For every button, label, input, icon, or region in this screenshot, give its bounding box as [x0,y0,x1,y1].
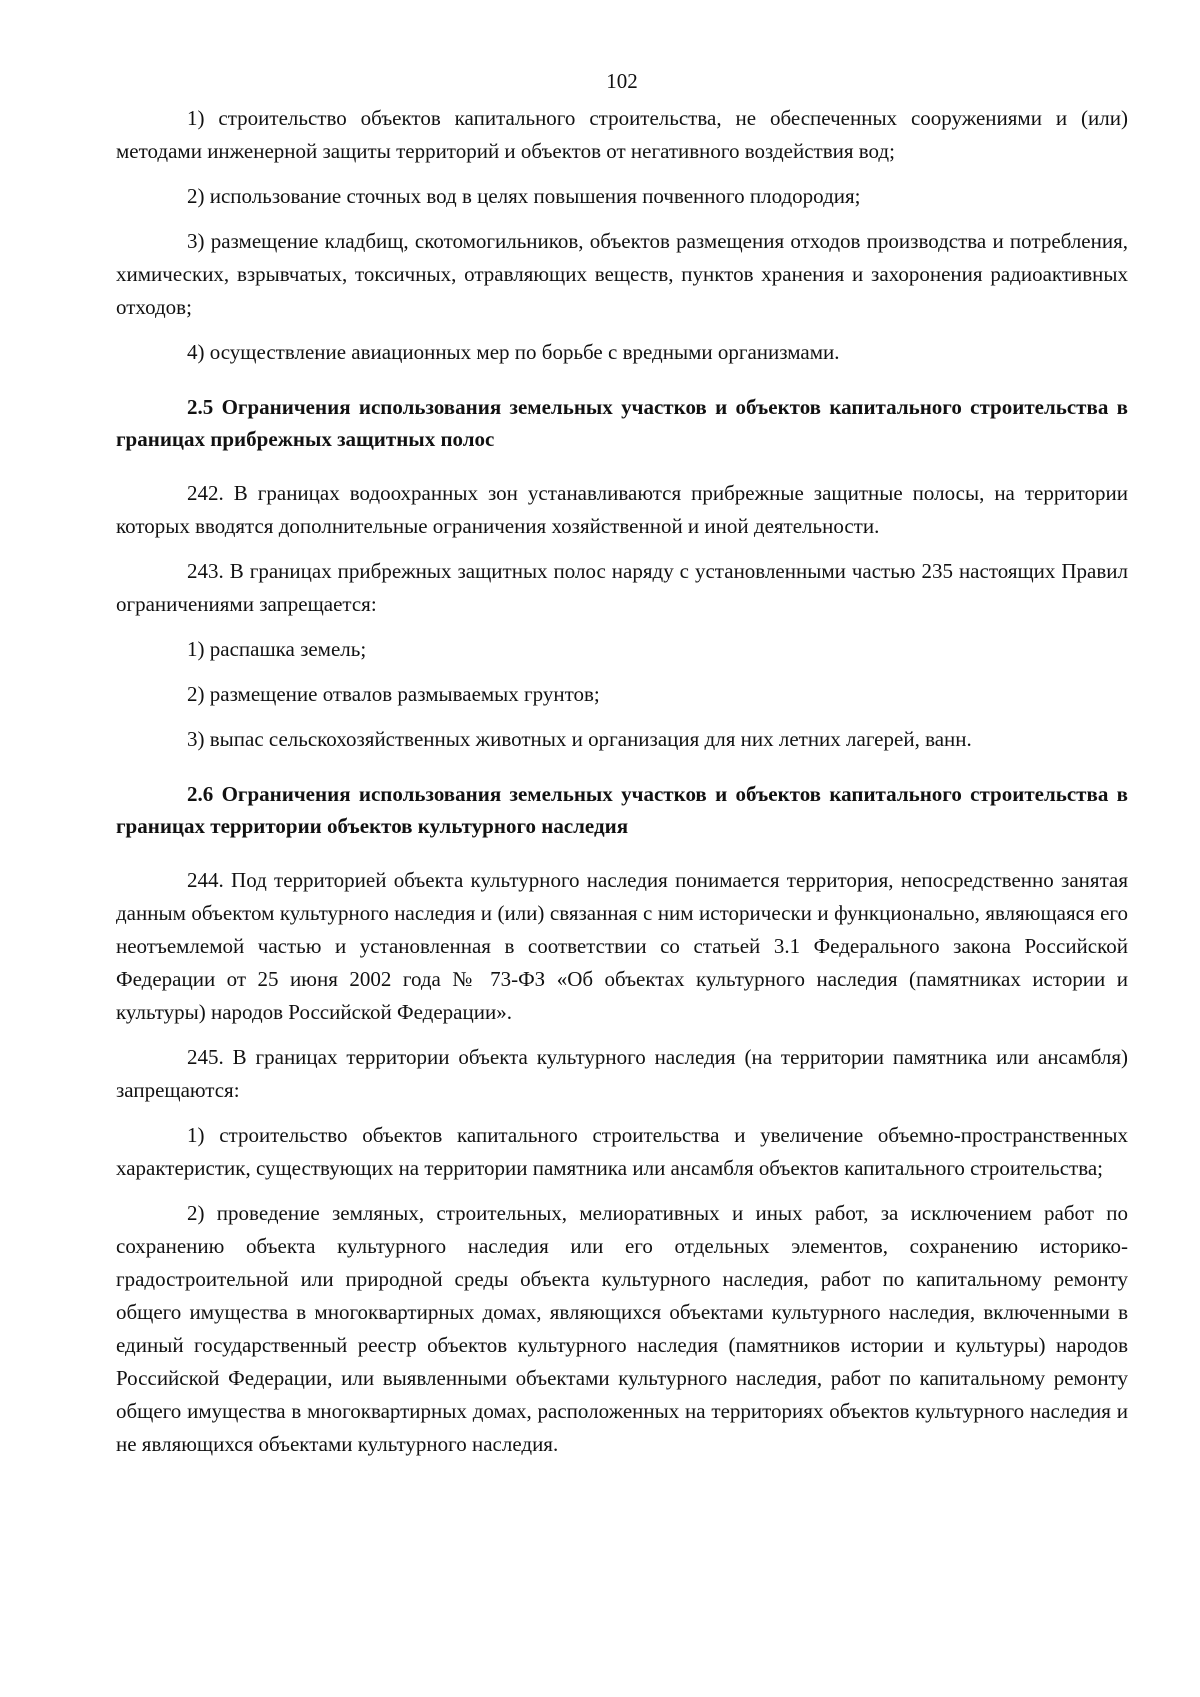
list-item-4: 4) осуществление авиационных мер по борьбе с вредными организмами. [187,340,840,364]
paragraph-243: 243. В границах прибрежных защитных полос наряду с установленными частью 235 настоящих Правил ограничениями запрещается: [116,559,1128,616]
section-heading-2-6: 2.6 Ограничения использования земельных участков и объектов капитального строительства в границах территории объектов культурного наследия [116,782,1128,838]
list-item-243-2: 2) размещение отвалов размываемых грунтов; [187,682,600,706]
list-item-1: 1) строительство объектов капитального строительства, не обеспеченных сооружениями и (или) методами инженерной защиты территорий и объектов от негативного воздействия вод; [116,106,1128,163]
document-page [116,68,1128,1461]
list-item-245-1: 1) строительство объектов капитального строительства и увеличение объемно-пространственных характеристик, существующих на территории памятника или ансамбля объектов капитального строительства; [116,1123,1128,1180]
list-item-3: 3) размещение кладбищ, скотомогильников, объектов размещения отходов производства и потребления, химических, взрывчатых, токсичных, отравляющих веществ, пунктов хранения и захоронения радиоактивных отходов; [116,229,1128,319]
list-item-2: 2) использование сточных вод в целях повышения почвенного плодородия; [187,184,861,208]
list-item-245-2: 2) проведение земляных, строительных, мелиоративных и иных работ, за исключением работ по сохранению объекта культурного наследия или его отдельных элементов, сохранению историко-градостроительной или природной среды объекта культурного наследия, работ по капитальному ремонту общего имущества в многоквартирных домах, являющихся объектами культурного наследия, включенными в единый государственный реестр объектов культурного наследия (памятников истории и культуры) народов Российской Федерации, или выявленными объектами культурного наследия, работ по капитальному ремонту общего имущества в многоквартирных домах, расположенных на территориях объектов культурного наследия и не являющихся объектами культурного наследия. [116,1201,1128,1456]
list-item-243-1: 1) распашка земель; [187,637,367,661]
paragraph-244: 244. Под территорией объекта культурного наследия понимается территория, непосредственно занятая данным объектом культурного наследия и (или) связанная с ним исторически и функционально, являющаяся его неотъемлемой частью и установленная в соответствии со статьей 3.1 Федерального закона Российской Федерации от 25 июня 2002 года № 73-ФЗ «Об объектах культурного наследия (памятниках истории и культуры) народов Российской Федерации». [116,868,1128,1024]
paragraph-245: 245. В границах территории объекта культурного наследия (на территории памятника или ансамбля) запрещаются: [116,1045,1128,1102]
paragraph-242: 242. В границах водоохранных зон устанавливаются прибрежные защитные полосы, на территории которых вводятся дополнительные ограничения хозяйственной и иной деятельности. [116,481,1128,538]
list-item-243-3: 3) выпас сельскохозяйственных животных и организация для них летних лагерей, ванн. [187,727,972,751]
page-number: 102 [606,69,638,93]
section-heading-2-5: 2.5 Ограничения использования земельных участков и объектов капитального строительства в границах прибрежных защитных полос [116,395,1128,451]
